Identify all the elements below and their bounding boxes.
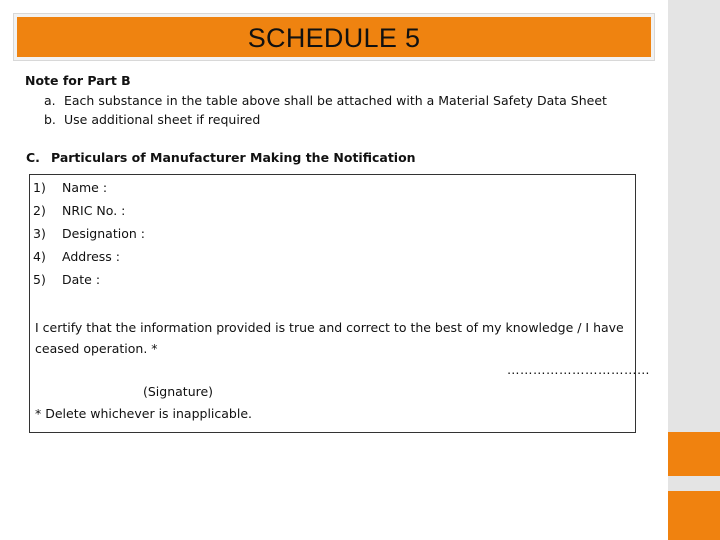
note-heading: Note for Part B	[25, 73, 131, 88]
particular-num-1: 1)	[33, 180, 46, 195]
footnote: * Delete whichever is inapplicable.	[35, 406, 253, 421]
particular-name-label: Name :	[62, 180, 108, 195]
accent-block-lower	[668, 491, 720, 540]
accent-block-upper	[668, 432, 720, 476]
signature-line: ……………………………	[507, 362, 650, 377]
particular-nric-label: NRIC No. :	[62, 203, 126, 218]
particular-address-label: Address :	[62, 249, 120, 264]
title-banner	[14, 14, 654, 60]
note-item-b	[44, 112, 260, 127]
particular-date-label: Date :	[62, 272, 101, 287]
section-c-heading	[26, 150, 416, 165]
certification-statement: I certify that the information provided is true and correct to the best of my knowledge / I have ceased operation. *	[35, 320, 624, 356]
note-item-b-text: Use additional sheet if required	[64, 112, 261, 127]
note-item-b-marker: b.	[44, 112, 56, 127]
note-item-a	[44, 93, 607, 108]
particular-num-4: 4)	[33, 249, 46, 264]
section-c-title: Particulars of Manufacturer Making the Notification	[51, 150, 416, 165]
signature-label: (Signature)	[143, 384, 214, 399]
page-title: SCHEDULE 5	[247, 23, 421, 53]
particular-num-5: 5)	[33, 272, 46, 287]
particular-designation-label: Designation :	[62, 226, 145, 241]
particular-num-2: 2)	[33, 203, 46, 218]
note-item-a-text: Each substance in the table above shall be attached with a Material Safety Data Sheet	[64, 93, 607, 108]
particular-num-3: 3)	[33, 226, 46, 241]
section-c-marker: C.	[26, 150, 40, 165]
note-item-a-marker: a.	[44, 93, 56, 108]
